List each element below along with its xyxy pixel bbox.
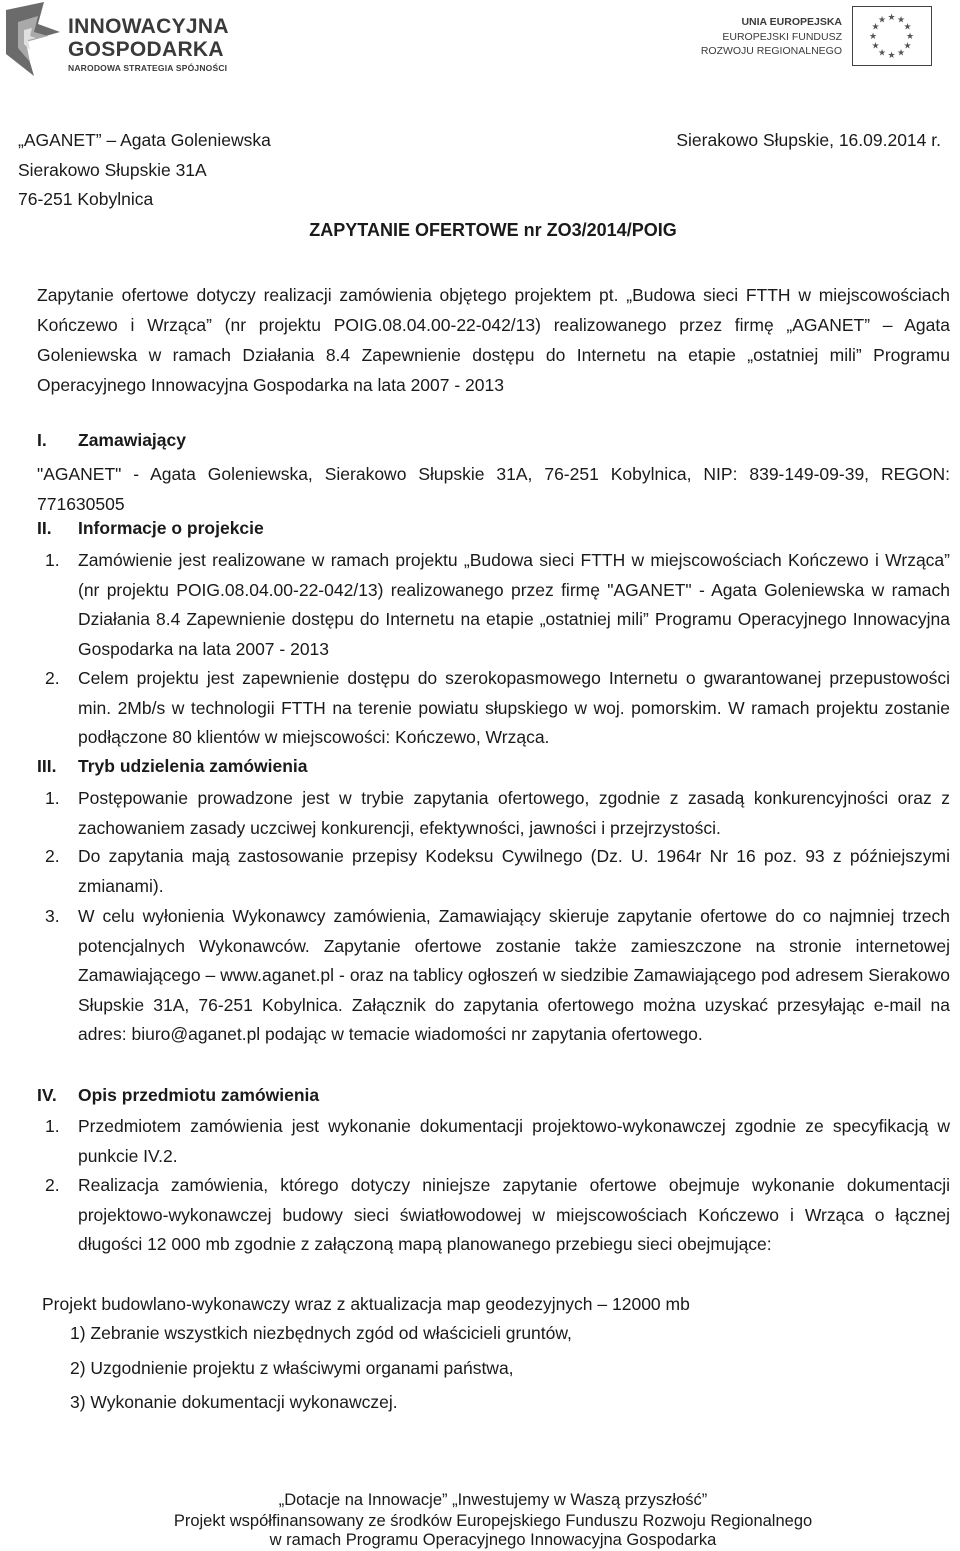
svg-text:★: ★ (877, 15, 887, 26)
intro-paragraph: Zapytanie ofertowe dotyczy realizacji zamówienia objętego projektem pt. „Budowa sieci FTTH w miejscowościach Kończewo i Wrząca” (nr projektu POIG.08.04.00-22-042/13) realizowanego przez firmę „AGANET” – Agata Goleniewska w ramach Działania 8.4 Zapewnienie dostępu do Internetu na etapie „ostatniej mili” Programu Operacyjnego Innowacyjna Gospodarka na lata 2007 - 2013 (37, 285, 950, 395)
footer-slogan: „Dotacje na Innowacje” „Inwestujemy w Waszą przyszłość” (278, 1491, 708, 1509)
star-emblem-icon (4, 2, 64, 78)
section-title: Tryb udzielenia zamówienia (78, 756, 308, 776)
section-number: IV. (37, 1085, 57, 1105)
list-item (37, 784, 950, 843)
item-text: Do zapytania mają zastosowanie przepisy Kodeksu Cywilnego (Dz. U. 1964r Nr 16 poz. 93 z późniejszymi zmianami). (78, 846, 950, 896)
svg-text:★: ★ (903, 41, 912, 52)
section-heading (37, 430, 186, 451)
item-number: 1. (45, 1116, 60, 1136)
item-text: Przedmiotem zamówienia jest wykonanie dokumentacji projektowo-wykonawczej zgodnie ze specyfikacją w punkcie IV.2. (78, 1116, 950, 1166)
item-number: 2. (45, 846, 60, 866)
item-number: 1. (45, 788, 60, 808)
list-item (37, 664, 950, 753)
item-text: Postępowanie prowadzone jest w trybie zapytania ofertowego, zgodnie z zasadą konkurencyjności oraz z zachowaniem zasady uczciwej konkurencji, efektywności, jawności i przejrzystości. (78, 788, 950, 838)
list-item (37, 902, 950, 1050)
item-number: 2. (45, 668, 60, 688)
section-heading (37, 756, 308, 777)
section-title: Zamawiający (78, 430, 186, 450)
innowacyjna-gospodarka-logo (4, 2, 254, 78)
item-number: 2. (45, 1175, 60, 1195)
item-text: Celem projektu jest zapewnienie dostępu do szerokopasmowego Internetu o gwarantowanej przepustowości min. 2Mb/s w technologii FTTH na terenie powiatu słupskiego w woj. pomorskim. W ramach projektu zostanie podłączone 80 klientów w miejscowości: Kończewo, Wrząca. (78, 668, 950, 747)
svg-text:★: ★ (868, 32, 878, 42)
svg-text:★: ★ (887, 51, 896, 61)
project-scope-line: Projekt budowlano-wykonawczy wraz z aktualizacja map geodezyjnych – 12000 mb (42, 1294, 690, 1314)
section-heading (37, 1085, 319, 1106)
item-text: Realizacja zamówienia, którego dotyczy niniejsze zapytanie ofertowe obejmuje wykonanie dokumentacji projektowo-wykonawczej budowy sieci światłowodowej w miejscowościach Kończewo i Wrząca o łącznej długości 12 000 mb zgodnie z załączoną mapą planowanego przebiegu sieci obejmujące: (78, 1175, 950, 1254)
section-title: Opis przedmiotu zamówienia (78, 1085, 320, 1105)
item-text: W celu wyłonienia Wykonawcy zamówienia, Zamawiający skieruje zapytanie ofertowe do co najmniej trzech potencjalnych Wykonawców. Zapytanie ofertowe zostanie także zamieszczone na stronie internetowej Zamawiającego – www.aganet.pl - oraz na tablicy ogłoszeń w siedzibie Zamawiającego pod adresem Sierakowo Słupskie 31A, 76-251 Kobylnica. Załącznik do zapytania ofertowego można uzyskać przesyłając e-mail na adres: biuro@aganet.pl podając w temacie wiadomości nr zapytania ofertowego. (78, 906, 950, 1044)
list-item (37, 546, 950, 664)
eu-flag-icon (852, 6, 932, 66)
logo-line-1: INNOWACYJNA (68, 15, 229, 38)
section-number: III. (37, 756, 57, 776)
list-item (37, 842, 950, 901)
eu-line-1: UNIA EUROPEJSKA (741, 16, 842, 28)
sender-name: „AGANET” – Agata Goleniewska (18, 130, 271, 150)
eu-line-2: EUROPEJSKI FUNDUSZ (722, 31, 842, 43)
list-item (37, 1171, 950, 1260)
logo-line-2: GOSPODARKA (68, 38, 224, 61)
section-number: I. (37, 430, 47, 450)
scope-subitem: 3) Wykonanie dokumentacji wykonawczej. (70, 1392, 398, 1412)
item-number: 1. (45, 550, 60, 570)
svg-text:★: ★ (871, 22, 880, 33)
document-date: Sierakowo Słupskie, 16.09.2014 r. (676, 130, 941, 150)
sender-street: Sierakowo Słupskie 31A (18, 160, 207, 180)
list-item (37, 1112, 950, 1171)
sender-city: 76-251 Kobylnica (18, 189, 154, 209)
section-text: "AGANET" - Agata Goleniewska, Sierakowo Słupskie 31A, 76-251 Kobylnica, NIP: 839-149-09-39, REGON: 771630505 (37, 464, 950, 514)
svg-text:★: ★ (887, 13, 896, 23)
svg-text:★: ★ (903, 22, 912, 33)
scope-subitem: 2) Uzgodnienie projektu z właściwymi organami państwa, (70, 1358, 514, 1378)
section-heading (37, 518, 264, 539)
footer-cofinancing: Projekt współfinansowany ze środków Europejskiego Funduszu Rozwoju Regionalnego (173, 1512, 813, 1530)
item-text: Zamówienie jest realizowane w ramach projektu „Budowa sieci FTTH w miejscowościach Kończewo i Wrząca” (nr projektu POIG.08.04.00-22-042/13) realizowanego przez firmę "AGANET" - Agata Goleniewska w ramach Działania 8.4 Zapewnienie dostępu do Internetu na etapie „ostatniej mili” Programu Operacyjnego Innowacyjna Gospodarka na lata 2007 - 2013 (78, 550, 950, 659)
section-number: II. (37, 518, 52, 538)
svg-text:★: ★ (905, 32, 915, 42)
document-title: ZAPYTANIE OFERTOWE nr ZO3/2014/POIG (309, 220, 677, 240)
section-title: Informacje o projekcie (78, 518, 264, 538)
svg-text:★: ★ (896, 15, 906, 26)
scope-subitem: 1) Zebranie wszystkich niezbędnych zgód od właścicieli gruntów, (70, 1323, 572, 1343)
svg-text:★: ★ (896, 48, 906, 59)
item-number: 3. (45, 906, 60, 926)
svg-text:★: ★ (871, 41, 880, 52)
svg-text:★: ★ (877, 48, 887, 59)
eu-line-3: ROZWOJU REGIONALNEGO (700, 45, 842, 57)
logo-line-3: NARODOWA STRATEGIA SPÓJNOŚCI (68, 63, 228, 73)
footer-programme: w ramach Programu Operacyjnego Innowacyjna Gospodarka (269, 1531, 717, 1549)
eu-logo (692, 6, 932, 70)
